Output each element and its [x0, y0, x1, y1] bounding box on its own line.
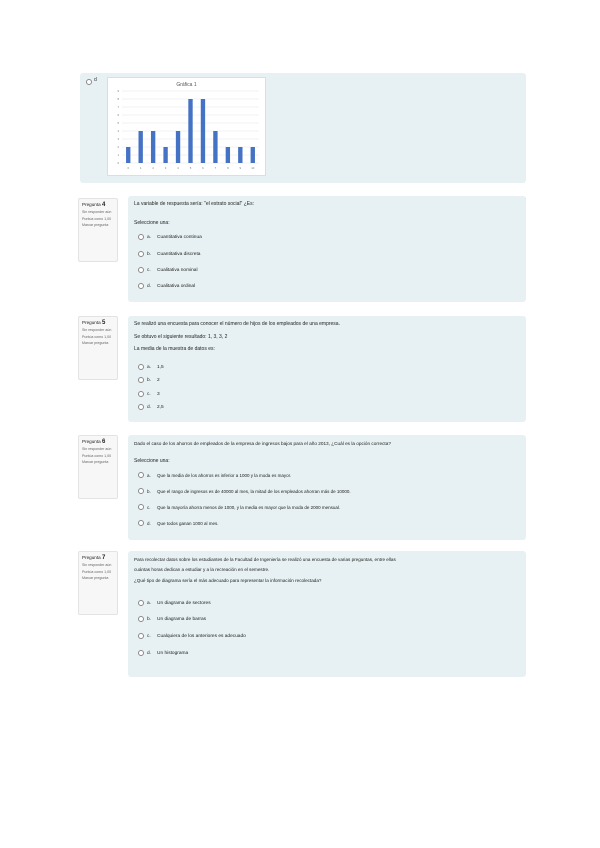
- radio-icon[interactable]: [138, 404, 144, 410]
- x-tick-label: 3: [164, 166, 167, 170]
- question-number: 6: [101, 439, 106, 445]
- bar: [251, 147, 255, 163]
- radio-icon[interactable]: [138, 234, 144, 240]
- status-text: Sin responder aún: [82, 328, 112, 332]
- question-number: 4: [101, 202, 106, 208]
- status-text: Sin responder aún: [82, 447, 112, 451]
- x-tick-label: 2: [152, 166, 154, 170]
- option-d-letter: d: [94, 77, 97, 83]
- bar: [238, 147, 242, 163]
- radio-icon[interactable]: [138, 391, 144, 397]
- flag-question-link[interactable]: Marcar pregunta: [82, 460, 109, 465]
- radio-icon[interactable]: [138, 488, 144, 494]
- question-4-panel: [128, 196, 526, 302]
- option-c[interactable]: c. Que la mayoría ahorra menos de 1000, y la media es mayor que la moda de 2000 mensual.: [138, 504, 340, 510]
- x-tick-label: 7: [214, 166, 217, 170]
- y-tick-label: 8: [117, 97, 119, 101]
- question-6-info: [78, 435, 118, 499]
- bar: [188, 99, 192, 163]
- points-text: Puntúa como 1,00: [82, 453, 112, 458]
- question-line-2: Se obtuvo el siguiente resultado: 1, 3, 3, 2: [134, 334, 228, 340]
- option-c[interactable]: c. 3: [138, 391, 160, 397]
- y-tick-label: 0: [117, 161, 119, 165]
- chart-title: Gráfica 1: [176, 82, 197, 88]
- question-line-2: cuántas horas dedican a estudiar y a la recreación en el semestre.: [134, 567, 270, 572]
- radio-icon[interactable]: [138, 251, 144, 257]
- option-c[interactable]: c. Cualitativa nominal: [138, 267, 198, 273]
- y-tick-label: 7: [117, 105, 119, 109]
- question-label: Pregunta: [82, 202, 101, 207]
- option-d[interactable]: d. Un histograma: [138, 650, 188, 656]
- y-tick-label: 6: [117, 113, 119, 117]
- bar: [213, 131, 217, 163]
- y-tick-label: 9: [117, 89, 119, 93]
- radio-icon[interactable]: [138, 650, 144, 656]
- radio-icon[interactable]: [138, 283, 144, 289]
- question-7-info: [78, 551, 118, 615]
- question-5-info: [78, 316, 118, 380]
- x-tick-label: 4: [177, 166, 179, 170]
- option-c[interactable]: c. Cualquiera de los anteriores es adecuado: [138, 633, 246, 639]
- chart-option-card: [107, 77, 266, 176]
- select-one-label: Seleccione una:: [134, 458, 170, 464]
- question-4-info: [78, 198, 118, 262]
- option-b[interactable]: b. Un diagrama de barras: [138, 616, 206, 622]
- flag-question-link[interactable]: Marcar pregunta: [82, 576, 109, 581]
- y-tick-label: 1: [117, 153, 119, 157]
- select-one-label: Seleccione una:: [134, 220, 170, 226]
- points-text: Puntúa como 1,00: [82, 334, 112, 339]
- points-text: Puntúa como 1,00: [82, 216, 112, 221]
- option-d[interactable]: d. Que todos ganan 1000 al mes.: [138, 520, 219, 526]
- option-a[interactable]: a. Que la media de los ahorros es inferior a 1000 y la moda es mayor.: [138, 472, 291, 478]
- question-text: Dado el caso de los ahorros de empleados de la empresa de ingresos bajos para el año 2013, ¿Cuál es la opción correcta?: [134, 441, 391, 446]
- question-5-panel: [128, 316, 526, 422]
- y-tick-label: 5: [117, 121, 119, 125]
- question-number: 5: [101, 320, 106, 326]
- radio-icon[interactable]: [138, 472, 144, 478]
- question-line-1: Se realizó una encuesta para conocer el número de hijos de los empleados de una empresa.: [134, 321, 340, 327]
- question-line-1: Para recolectar datos sobre los estudiantes de la Facultad de Ingeniería se realizó una encuesta de varias preguntas, entre ellas: [134, 557, 396, 562]
- bar: [139, 131, 143, 163]
- x-tick-label: 5: [189, 166, 192, 170]
- question-label: Pregunta: [82, 320, 101, 325]
- bar: [176, 131, 180, 163]
- radio-icon[interactable]: [138, 633, 144, 639]
- bar: [226, 147, 230, 163]
- question-number: 7: [101, 555, 106, 561]
- option-b[interactable]: b. Cuantitativa discreta: [138, 251, 200, 257]
- radio-icon[interactable]: [138, 600, 144, 606]
- x-tick-label: 9: [239, 166, 242, 170]
- radio-icon[interactable]: [138, 616, 144, 622]
- question-label: Pregunta: [82, 555, 101, 560]
- radio-icon[interactable]: [138, 267, 144, 273]
- y-tick-label: 3: [117, 137, 119, 141]
- x-tick-label: 10: [251, 166, 255, 170]
- question-7-panel: [128, 551, 526, 677]
- question-6-panel: [128, 435, 526, 540]
- flag-question-link[interactable]: Marcar pregunta: [82, 223, 109, 228]
- radio-icon[interactable]: [138, 364, 144, 370]
- points-text: Puntúa como 1,00: [82, 569, 112, 574]
- radio-icon[interactable]: [138, 377, 144, 383]
- option-a[interactable]: a. Cuantitativa continua: [138, 234, 202, 240]
- bar-chart: [108, 78, 265, 175]
- x-tick-label: 1: [139, 166, 142, 170]
- question-line-3: La media de la muestra de datos es:: [134, 346, 215, 352]
- option-d-radio[interactable]: [86, 79, 92, 85]
- option-a[interactable]: a. 1,5: [138, 364, 164, 370]
- option-a[interactable]: a. Un diagrama de sectores: [138, 600, 211, 606]
- option-b[interactable]: b. 2: [138, 377, 160, 383]
- status-text: Sin responder aún: [82, 210, 112, 214]
- radio-icon[interactable]: [138, 520, 144, 526]
- status-text: Sin responder aún: [82, 563, 112, 567]
- bar: [126, 147, 130, 163]
- radio-icon[interactable]: [138, 504, 144, 510]
- bar: [201, 99, 205, 163]
- question-line-3: ¿Qué tipo de diagrama sería el más adecuado para representar la información recolectada?: [134, 578, 322, 583]
- x-tick-label: 8: [227, 166, 229, 170]
- x-tick-label: 0: [127, 166, 130, 170]
- question-label: Pregunta: [82, 439, 101, 444]
- bar: [151, 131, 155, 163]
- flag-question-link[interactable]: Marcar pregunta: [82, 341, 109, 346]
- question-text: La variable de respuesta sería: "el estrato social" ¿Es:: [134, 201, 254, 207]
- bar: [163, 147, 167, 163]
- option-b[interactable]: b. Que el rango de ingresos es de 40000 al mes, la mitad de los empleados ahorran más de 10000.: [138, 488, 351, 494]
- option-d[interactable]: d. Cualitativa ordinal: [138, 283, 195, 289]
- y-tick-label: 4: [117, 129, 119, 133]
- option-d[interactable]: d. 2,5: [138, 404, 164, 410]
- y-tick-label: 2: [117, 145, 119, 149]
- x-tick-label: 6: [202, 166, 204, 170]
